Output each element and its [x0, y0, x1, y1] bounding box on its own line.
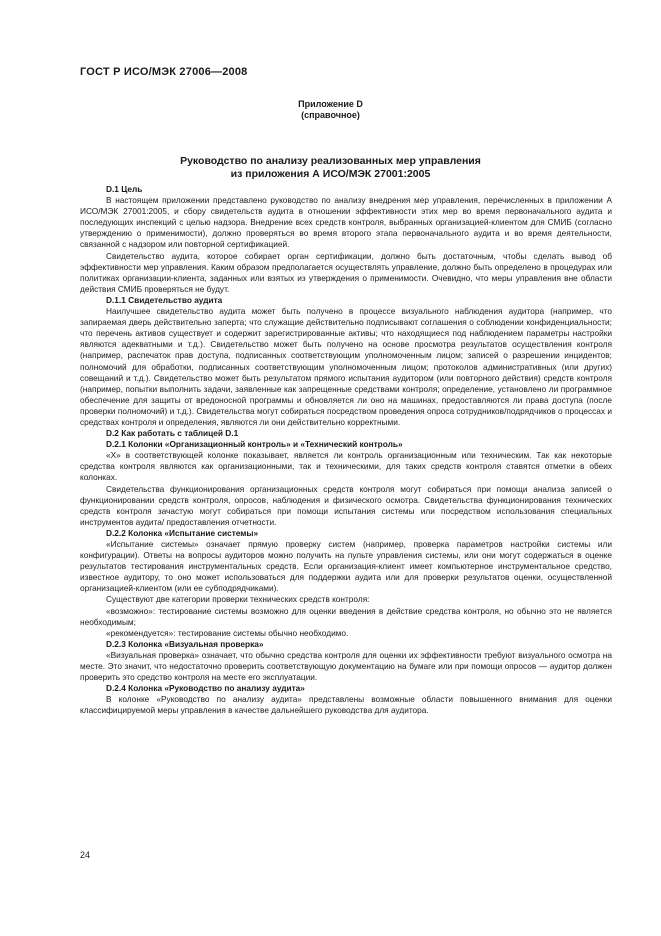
annex-label: Приложение D: [298, 99, 363, 109]
paragraph: В колонке «Руководство по анализу аудита» представлены возможные области повышенного внимания для оценки классифицируемой меры управления в качестве дальнейшего руководства для аудитора.: [80, 694, 612, 716]
section-heading: D.2.4 Колонка «Руководство по анализу аудита»: [106, 683, 305, 694]
annex-title-line-1: Руководство по анализу реализованных мер управления: [180, 155, 481, 167]
section-heading: D.2.1 Колонки «Организационный контроль» и «Технический контроль»: [106, 439, 403, 450]
paragraph: Наилучшее свидетельство аудита может быть получено в процессе визуального наблюдения аудитора (например, что запираемая дверь действительно заперта; что служащие действительно подписывают соглашения о соблюдении конфиденциальности; что перечень активов существует и содержит зарегистрированные активы; что находящиеся под наблюдением параметры настройки являются адекватными и т.д.). Свидетельство может быть получено на основе просмотра результатов осуществления контроля (например, распечаток прав доступа, подписанных соответствующим уполномоченным лицом; записей о разрешении инцидентов; полномочий для обработки, подписанных соответствующим уполномоченным лицом; протоколов административных (или других) совещаний и т.д.). Свидетельство может быть результатом прямого испытания аудитором (или повторного действия) средств контроля (например, попытки выполнить задачи, заявленные как запрещенные средствами контроля; определение, установлено ли программное обеспечение для защиты от вредоносной программы и обновляется ли оно на машинах, предоставляются ли права доступа (после проверки полномочий) и т.д.). Свидетельства могут собираться посредством проведения опроса сотрудников/подрядчиков о процессах и средствах контроля и определения, являются ли они действительно корректными.: [80, 306, 612, 427]
paragraph: Свидетельство аудита, которое собирает орган сертификации, должно быть достаточным, чтобы сделать вывод об эффективности мер управления. Каким образом предполагается осуществлять управление, должно быть определено в процедурах или политиках организации-клиента, заданных или взятых из утверждения о применимости. Очевидно, что меры управления вне области действия СМИБ проверяться не будут.: [80, 250, 612, 294]
document-header: ГОСТ Р ИСО/МЭК 27006—2008: [80, 66, 248, 78]
section-heading: D.2.3 Колонка «Визуальная проверка»: [106, 638, 264, 649]
paragraph: В настоящем приложении представлено руководство по анализу внедрения мер управления, перечисленных в приложении А ИСО/МЭК 27001:2005, и сбору свидетельств аудита в отношении эффективности этих мер во время первоначального аудита и последующих инспекций с целью надзора. Внедрение всех средств контроля, выбранных организацией-клиентом для СМИБ (согласно утверждению о применимости), должно проверяться во время второго этапа первоначального аудита и во время деятельности, связанной с надзором или повторной сертификацией.: [80, 195, 612, 250]
annex-label-block: [0, 99, 661, 121]
annex-note: (справочное): [301, 110, 360, 120]
section-heading: D.1 Цель: [106, 184, 143, 194]
paragraph: Свидетельства функционирования организационных средств контроля могут собираться при помощи анализа записей о функционировании средств контроля, опросов, наблюдения и физического осмотра. Свидетельства функционирования технических средств контроля зачастую могут собираться при помощи испытания системы или посредством использования специальных инструментов аудита/ предоставления отчетности.: [80, 483, 612, 527]
section-heading: D.1.1 Свидетельство аудита: [106, 294, 223, 305]
paragraph: «рекомендуется»: тестирование системы обычно необходимо.: [106, 627, 349, 638]
section-heading: D.2.2 Колонка «Испытание системы»: [106, 527, 259, 538]
annex-title-line-2: из приложения А ИСО/МЭК 27001:2005: [230, 168, 431, 180]
paragraph: «Визуальная проверка» означает, что обычно средства контроля для оценки их эффективности требуют визуального осмотра на месте. Это значит, что недостаточно проверить соответствующую документацию на бумаге или при помощи опросов — аудитор должен проверить это средство контроля на месте его эксплуатации.: [80, 649, 612, 683]
paragraph: Существуют две категории проверки технических средств контроля:: [106, 594, 370, 605]
paragraph: «Испытание системы» означает прямую проверку систем (например, проверка параметров настройки системы или конфигурации). Ответы на вопросы аудиторов можно получить на пульте управления системы, или они могут содержаться в оценке результатов тестирования инструментальных средств. Если организация-клиент имеет компьютерное инструментальное средство, известное аудитору, то оно может использоваться для поддержки аудита или для проверки результатов оценки, осуществленной организацией-клиентом (или ее субподрядчиками).: [80, 539, 612, 594]
annex-title: [80, 155, 581, 181]
body-text: [80, 184, 612, 717]
paragraph: «X» в соответствующей колонке показывает, является ли контроль организационным или техническим. Так как некоторые средства контроля являются как организационными, так и техническими, для таких средств контроля ставятся отметки в обеих колонках.: [80, 450, 612, 483]
page-number: 24: [80, 850, 91, 860]
paragraph: «возможно»: тестирование системы возможно для оценки введения в действие средства контроля, но обычно это не является необходимым;: [80, 605, 612, 627]
section-heading: D.2 Как работать с таблицей D.1: [106, 428, 239, 439]
